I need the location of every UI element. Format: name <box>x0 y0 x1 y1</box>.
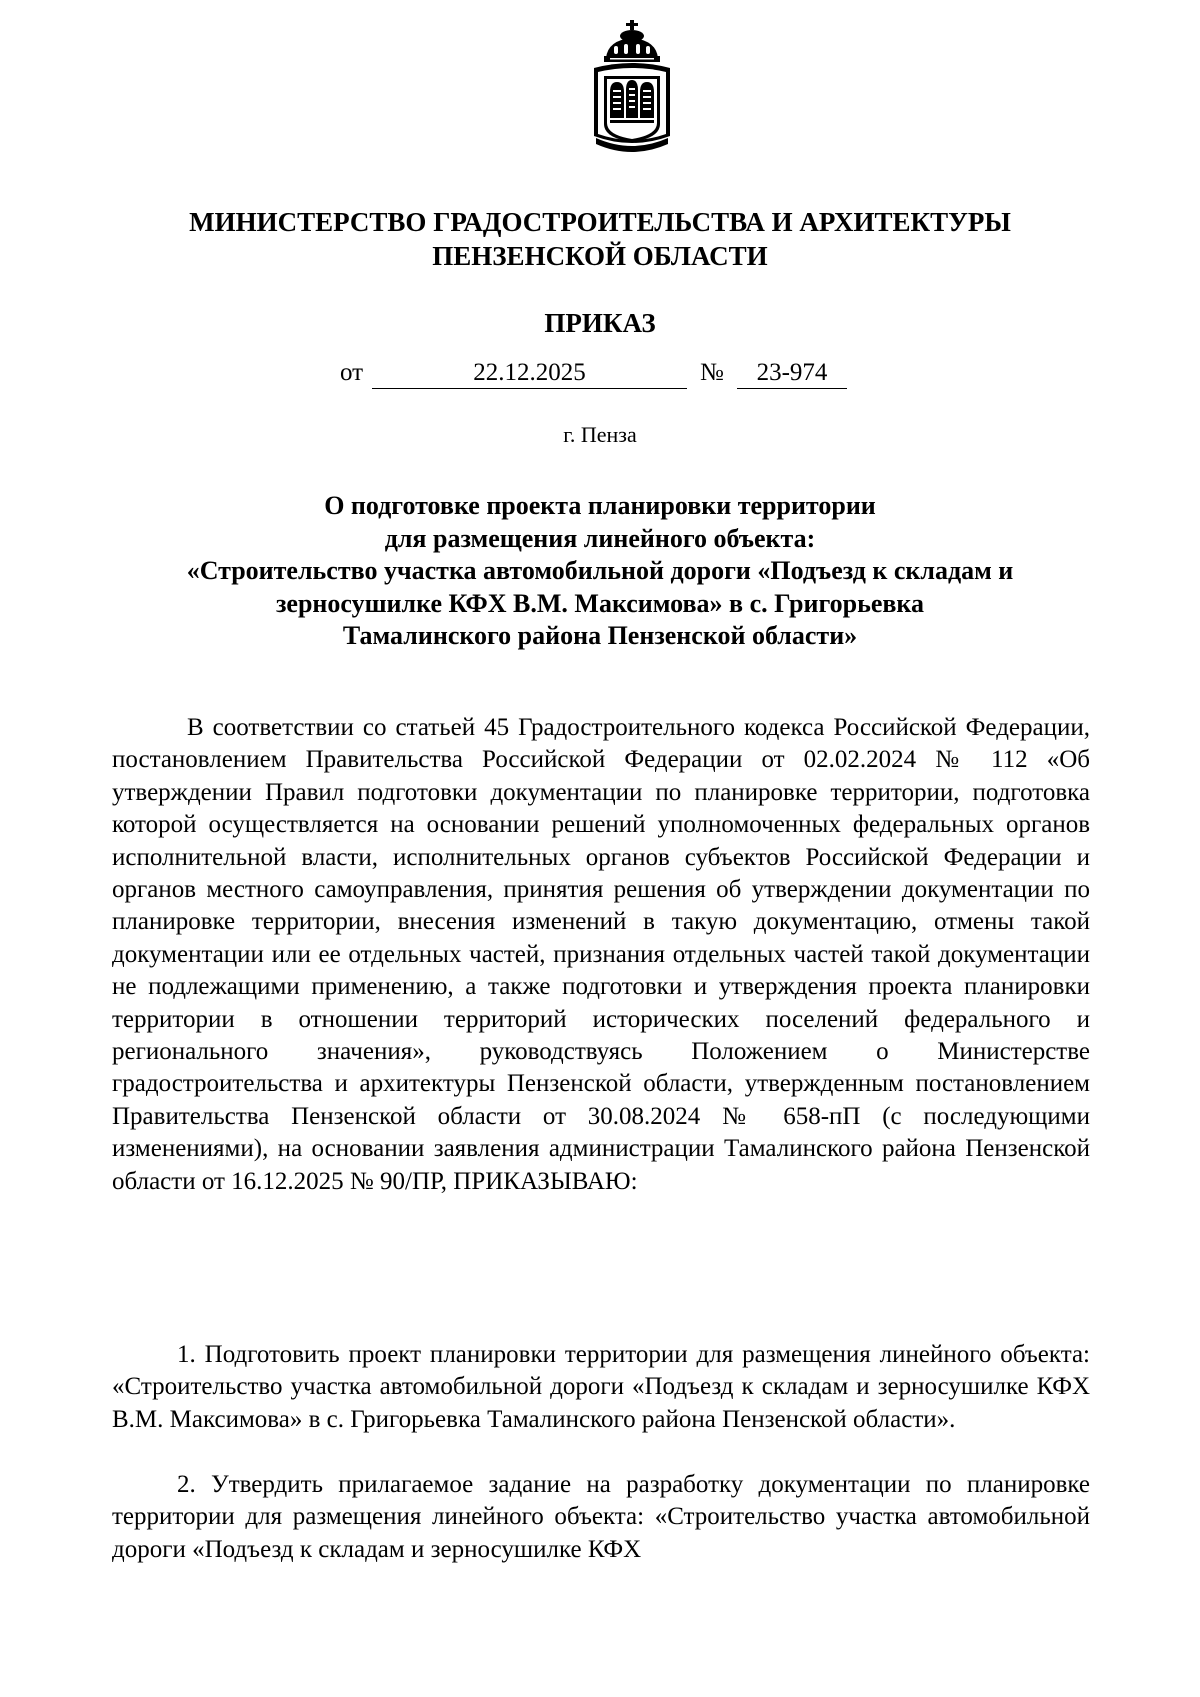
order-item-2: 2. Утвердить прилагаемое задание на разработку документации по планировке территории для размещения линейного объекта: «Строительство участка автомобильной дороги «Подъезд к складам и зерносушилке КФХ <box>112 1471 1090 1563</box>
ministry-name-line1: МИНИСТЕРСТВО ГРАДОСТРОИТЕЛЬСТВА И АРХИТЕКТУРЫ <box>189 207 1011 237</box>
preamble-paragraph: В соответствии со статьей 45 Градостроительного кодекса Российской Федерации, постановлением Правительства Российской Федерации от 02.02.2024 № 112 «Об утверждении Правил подготовки документации по планировке территории, подготовка которой осуществляется на основании решений уполномоченных федеральных органов исполнительной власти, исполнительных органов субъектов Российской Федерации и органов местного самоуправления, принятия решения об утверждении документации по планировке территории, внесения изменений в такую документацию, отмены такой документации или ее отдельных частей, признания отдельных частей такой документации не подлежащими применению, а также подготовки и утверждения проекта планировки территории в отношении территорий исторических поселений федерального и регионального значения», руководствуясь Положением о Министерстве градостроительства и архитектуры Пензенской области, утвержденным постановлением Правительства Пензенской области от 30.08.2024 № 658-пП (с последующими изменениями), на основании заявления администрации Тамалинского района Пензенской области от 16.12.2025 № 90/ПР, ПРИКАЗЫВАЮ: <box>112 714 1090 1195</box>
subject-line: для размещения линейного объекта: <box>384 523 816 553</box>
number-prefix: № <box>700 359 724 386</box>
subject-line: Тамалинского района Пензенской области» <box>342 621 858 650</box>
order-item-1: 1. Подготовить проект планировки территории для размещения линейного объекта: «Строительство участка автомобильной дороги «Подъезд к складам и зерносушилке КФХ В.М. Максимова» в с. Григорьевка Тамалинского района Пензенской области». <box>112 1341 1090 1433</box>
subject-line: зерносушилке КФХ В.М. Максимова» в с. Григорьевка <box>275 588 925 618</box>
order-subject <box>120 490 1080 653</box>
ministry-name-line2: ПЕНЗЕНСКОЙ ОБЛАСТИ <box>432 241 768 271</box>
subject-line: О подготовке проекта планировки территории <box>324 491 876 520</box>
subject-line: «Строительство участка автомобильной дороги «Подъезд к складам и <box>186 556 1014 585</box>
city: г. Пенза <box>563 422 637 447</box>
coat-of-arms-icon <box>586 18 678 154</box>
ministry-name <box>120 205 1080 273</box>
order-title: ПРИКАЗ <box>544 308 656 338</box>
date-prefix: от <box>340 359 364 386</box>
order-date-number-row <box>0 355 1200 391</box>
order-number: 23-974 <box>737 355 847 389</box>
order-date: 22.12.2025 <box>372 355 687 389</box>
